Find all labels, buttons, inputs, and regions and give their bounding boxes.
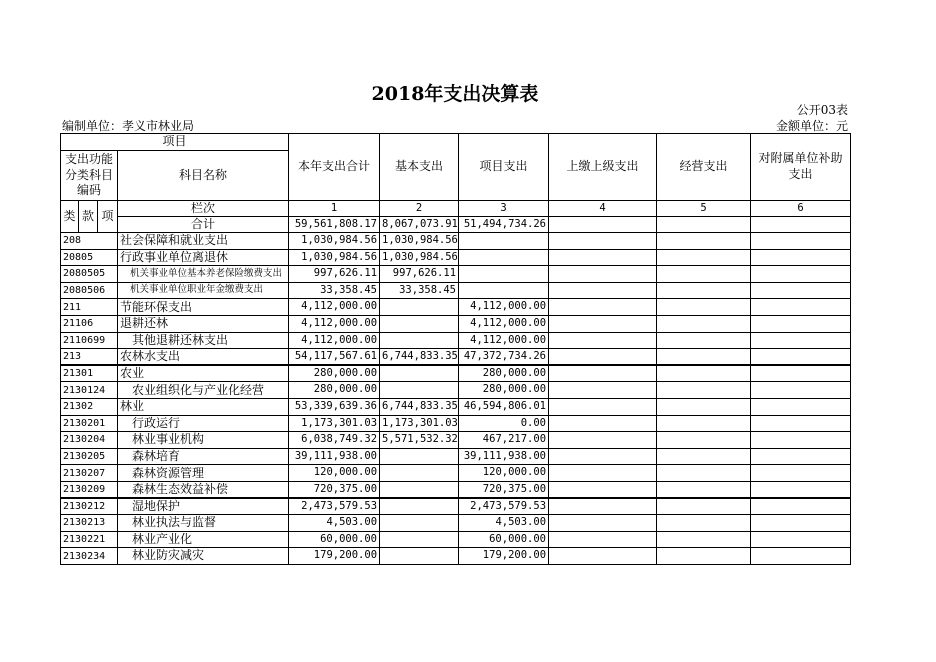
row-value: 720,375.00 <box>459 481 549 498</box>
row-value: 179,200.00 <box>459 548 549 565</box>
row-value <box>657 498 751 515</box>
column-number: 1 <box>289 201 380 217</box>
row-value <box>751 515 851 532</box>
row-value <box>751 398 851 415</box>
row-code: 2130213 <box>61 515 118 532</box>
header-item: 项目 <box>61 134 289 151</box>
table-row <box>61 465 851 482</box>
column-number: 6 <box>751 201 851 217</box>
total-value <box>657 217 751 233</box>
row-value: 4,112,000.00 <box>289 299 380 316</box>
row-value <box>657 415 751 432</box>
amount-unit: 金额单位：元 <box>775 119 848 133</box>
row-value: 4,112,000.00 <box>289 332 380 349</box>
table-row <box>61 282 851 299</box>
table-row <box>61 249 851 266</box>
table-row <box>61 332 851 349</box>
table-row <box>61 531 851 548</box>
total-value: 8,067,073.91 <box>380 217 459 233</box>
row-code: 21106 <box>61 315 118 332</box>
row-value <box>549 382 657 399</box>
row-value <box>751 332 851 349</box>
row-value: 46,594,806.01 <box>459 398 549 415</box>
row-value <box>549 365 657 382</box>
table-row <box>61 365 851 382</box>
row-value <box>549 349 657 366</box>
row-value <box>549 415 657 432</box>
row-value <box>751 249 851 266</box>
row-value <box>751 548 851 565</box>
table-row <box>61 448 851 465</box>
row-value <box>657 548 751 565</box>
row-subject-name: 林业 <box>118 398 289 415</box>
row-code: 21301 <box>61 365 118 382</box>
row-value: 0.00 <box>459 415 549 432</box>
row-value: 47,372,734.26 <box>459 349 549 366</box>
row-value: 39,111,938.00 <box>289 448 380 465</box>
row-subject-name: 林业事业机构 <box>118 432 289 449</box>
row-subject-name: 森林生态效益补偿 <box>118 481 289 498</box>
header-col-basic: 基本支出 <box>380 134 459 201</box>
row-value <box>549 315 657 332</box>
header-subject-name: 科目名称 <box>118 151 289 201</box>
row-value <box>549 233 657 250</box>
row-value <box>459 282 549 299</box>
row-value <box>380 332 459 349</box>
row-value <box>380 515 459 532</box>
row-value <box>549 498 657 515</box>
table-row <box>61 266 851 283</box>
table-row <box>61 548 851 565</box>
form-number: 公开03表 <box>796 103 848 117</box>
row-value: 4,503.00 <box>289 515 380 532</box>
row-value <box>657 515 751 532</box>
row-value: 2,473,579.53 <box>289 498 380 515</box>
row-value <box>380 365 459 382</box>
column-number: 5 <box>657 201 751 217</box>
row-value <box>549 515 657 532</box>
row-code: 2130212 <box>61 498 118 515</box>
header-row <box>61 201 851 217</box>
row-subject-name: 农业组织化与产业化经营 <box>118 382 289 399</box>
header-col-total: 本年支出合计 <box>289 134 380 201</box>
header-row <box>61 134 851 151</box>
row-value <box>751 415 851 432</box>
row-code: 2080506 <box>61 282 118 299</box>
row-subject-name: 森林资源管理 <box>118 465 289 482</box>
row-value: 997,626.11 <box>289 266 380 283</box>
row-value <box>380 548 459 565</box>
row-value <box>657 382 751 399</box>
total-value <box>751 217 851 233</box>
row-value <box>380 498 459 515</box>
table-row <box>61 432 851 449</box>
compiling-unit: 编制单位：孝义市林业局 <box>62 119 195 133</box>
total-value: 59,561,808.17 <box>289 217 380 233</box>
row-value: 280,000.00 <box>289 382 380 399</box>
table-row <box>61 349 851 366</box>
header-lei: 类 <box>61 201 79 233</box>
table-row <box>61 233 851 250</box>
row-value <box>549 398 657 415</box>
row-subject-name: 节能环保支出 <box>118 299 289 316</box>
row-value: 1,173,301.03 <box>380 415 459 432</box>
row-value <box>751 382 851 399</box>
total-label: 合计 <box>118 217 289 233</box>
row-code: 2130209 <box>61 481 118 498</box>
row-code: 21302 <box>61 398 118 415</box>
table-body <box>61 233 851 565</box>
row-code: 2130204 <box>61 432 118 449</box>
row-value <box>657 365 751 382</box>
column-number: 2 <box>380 201 459 217</box>
table-row <box>61 315 851 332</box>
page-title: 2018年支出决算表 <box>371 83 539 105</box>
total-value <box>549 217 657 233</box>
row-value <box>751 349 851 366</box>
row-value: 4,112,000.00 <box>459 315 549 332</box>
row-value <box>657 332 751 349</box>
row-value <box>459 266 549 283</box>
column-number: 4 <box>549 201 657 217</box>
row-code: 213 <box>61 349 118 366</box>
row-value <box>549 548 657 565</box>
row-value <box>380 315 459 332</box>
row-subject-name: 林业产业化 <box>118 531 289 548</box>
row-code: 2130205 <box>61 448 118 465</box>
row-value <box>459 249 549 266</box>
row-value <box>549 531 657 548</box>
row-value: 6,038,749.32 <box>289 432 380 449</box>
row-value: 179,200.00 <box>289 548 380 565</box>
row-value: 1,030,984.56 <box>289 233 380 250</box>
row-value: 6,744,833.35 <box>380 398 459 415</box>
row-value <box>380 465 459 482</box>
row-value <box>657 315 751 332</box>
row-value <box>380 299 459 316</box>
row-value <box>549 249 657 266</box>
table-row <box>61 498 851 515</box>
row-value <box>549 465 657 482</box>
row-value <box>751 448 851 465</box>
row-value <box>549 448 657 465</box>
row-value <box>549 299 657 316</box>
row-value <box>549 282 657 299</box>
header-kuan: 款 <box>79 201 98 233</box>
header-xiang: 项 <box>98 201 118 233</box>
row-value: 6,744,833.35 <box>380 349 459 366</box>
row-subject-name: 林业防灾减灾 <box>118 548 289 565</box>
row-value <box>549 432 657 449</box>
row-value <box>657 432 751 449</box>
row-value: 280,000.00 <box>459 365 549 382</box>
row-value <box>657 249 751 266</box>
row-value <box>657 531 751 548</box>
row-subject-name: 湿地保护 <box>118 498 289 515</box>
row-value: 33,358.45 <box>380 282 459 299</box>
row-value <box>380 531 459 548</box>
row-value <box>657 398 751 415</box>
row-value: 5,571,532.32 <box>380 432 459 449</box>
header-col-remit-superior: 上缴上级支出 <box>549 134 657 201</box>
row-code: 2130221 <box>61 531 118 548</box>
table-row <box>61 299 851 316</box>
row-value: 33,358.45 <box>289 282 380 299</box>
row-value: 120,000.00 <box>289 465 380 482</box>
row-value: 467,217.00 <box>459 432 549 449</box>
row-value <box>657 282 751 299</box>
row-value <box>751 266 851 283</box>
row-value <box>751 282 851 299</box>
row-subject-name: 退耕还林 <box>118 315 289 332</box>
row-subject-name: 行政事业单位离退休 <box>118 249 289 266</box>
row-code: 208 <box>61 233 118 250</box>
row-value <box>657 448 751 465</box>
row-value: 1,173,301.03 <box>289 415 380 432</box>
row-value <box>549 266 657 283</box>
row-value <box>380 382 459 399</box>
row-value: 4,112,000.00 <box>289 315 380 332</box>
row-value <box>751 465 851 482</box>
expenditure-table <box>60 133 851 565</box>
row-value <box>459 233 549 250</box>
column-number: 3 <box>459 201 549 217</box>
row-value: 120,000.00 <box>459 465 549 482</box>
row-value: 60,000.00 <box>289 531 380 548</box>
row-value <box>751 299 851 316</box>
row-value: 53,339,639.36 <box>289 398 380 415</box>
row-subject-name: 社会保障和就业支出 <box>118 233 289 250</box>
row-code: 2130124 <box>61 382 118 399</box>
row-code: 2110699 <box>61 332 118 349</box>
row-value <box>751 365 851 382</box>
row-subject-name: 农业 <box>118 365 289 382</box>
row-value <box>751 498 851 515</box>
row-code: 2130207 <box>61 465 118 482</box>
row-code: 2130201 <box>61 415 118 432</box>
row-subject-name: 林业执法与监督 <box>118 515 289 532</box>
row-value <box>549 481 657 498</box>
row-value: 1,030,984.56 <box>380 249 459 266</box>
row-value <box>751 315 851 332</box>
row-code: 2080505 <box>61 266 118 283</box>
row-value: 39,111,938.00 <box>459 448 549 465</box>
row-value: 54,117,567.61 <box>289 349 380 366</box>
row-value <box>657 266 751 283</box>
row-value: 4,112,000.00 <box>459 299 549 316</box>
row-value: 4,112,000.00 <box>459 332 549 349</box>
row-value: 2,473,579.53 <box>459 498 549 515</box>
header-code-group: 支出功能分类科目编码 <box>61 151 118 201</box>
header-row-index-label: 栏次 <box>118 201 289 217</box>
total-row <box>61 217 851 233</box>
table-row <box>61 398 851 415</box>
row-value <box>380 448 459 465</box>
row-value <box>751 233 851 250</box>
total-value: 51,494,734.26 <box>459 217 549 233</box>
row-value <box>657 465 751 482</box>
row-value <box>657 299 751 316</box>
row-value <box>657 233 751 250</box>
row-value: 1,030,984.56 <box>289 249 380 266</box>
row-value: 280,000.00 <box>459 382 549 399</box>
table-row <box>61 415 851 432</box>
row-value <box>751 432 851 449</box>
row-subject-name: 行政运行 <box>118 415 289 432</box>
table-row <box>61 515 851 532</box>
row-value: 720,375.00 <box>289 481 380 498</box>
row-value <box>380 481 459 498</box>
table-row <box>61 382 851 399</box>
row-code: 211 <box>61 299 118 316</box>
row-subject-name: 其他退耕还林支出 <box>118 332 289 349</box>
row-subject-name: 农林水支出 <box>118 349 289 366</box>
row-subject-name: 机关事业单位基本养老保险缴费支出 <box>118 266 289 283</box>
header-col-operating: 经营支出 <box>657 134 751 201</box>
row-subject-name: 机关事业单位职业年金缴费支出 <box>118 282 289 299</box>
row-code: 2130234 <box>61 548 118 565</box>
row-value <box>549 332 657 349</box>
row-value <box>657 481 751 498</box>
row-value: 1,030,984.56 <box>380 233 459 250</box>
row-subject-name: 森林培育 <box>118 448 289 465</box>
row-value: 280,000.00 <box>289 365 380 382</box>
header-col-project: 项目支出 <box>459 134 549 201</box>
row-value: 60,000.00 <box>459 531 549 548</box>
row-value <box>751 481 851 498</box>
row-value <box>751 531 851 548</box>
header-col-subsidy: 对附属单位补助支出 <box>751 134 851 201</box>
row-code: 20805 <box>61 249 118 266</box>
row-value: 997,626.11 <box>380 266 459 283</box>
row-value <box>657 349 751 366</box>
row-value: 4,503.00 <box>459 515 549 532</box>
table-row <box>61 481 851 498</box>
